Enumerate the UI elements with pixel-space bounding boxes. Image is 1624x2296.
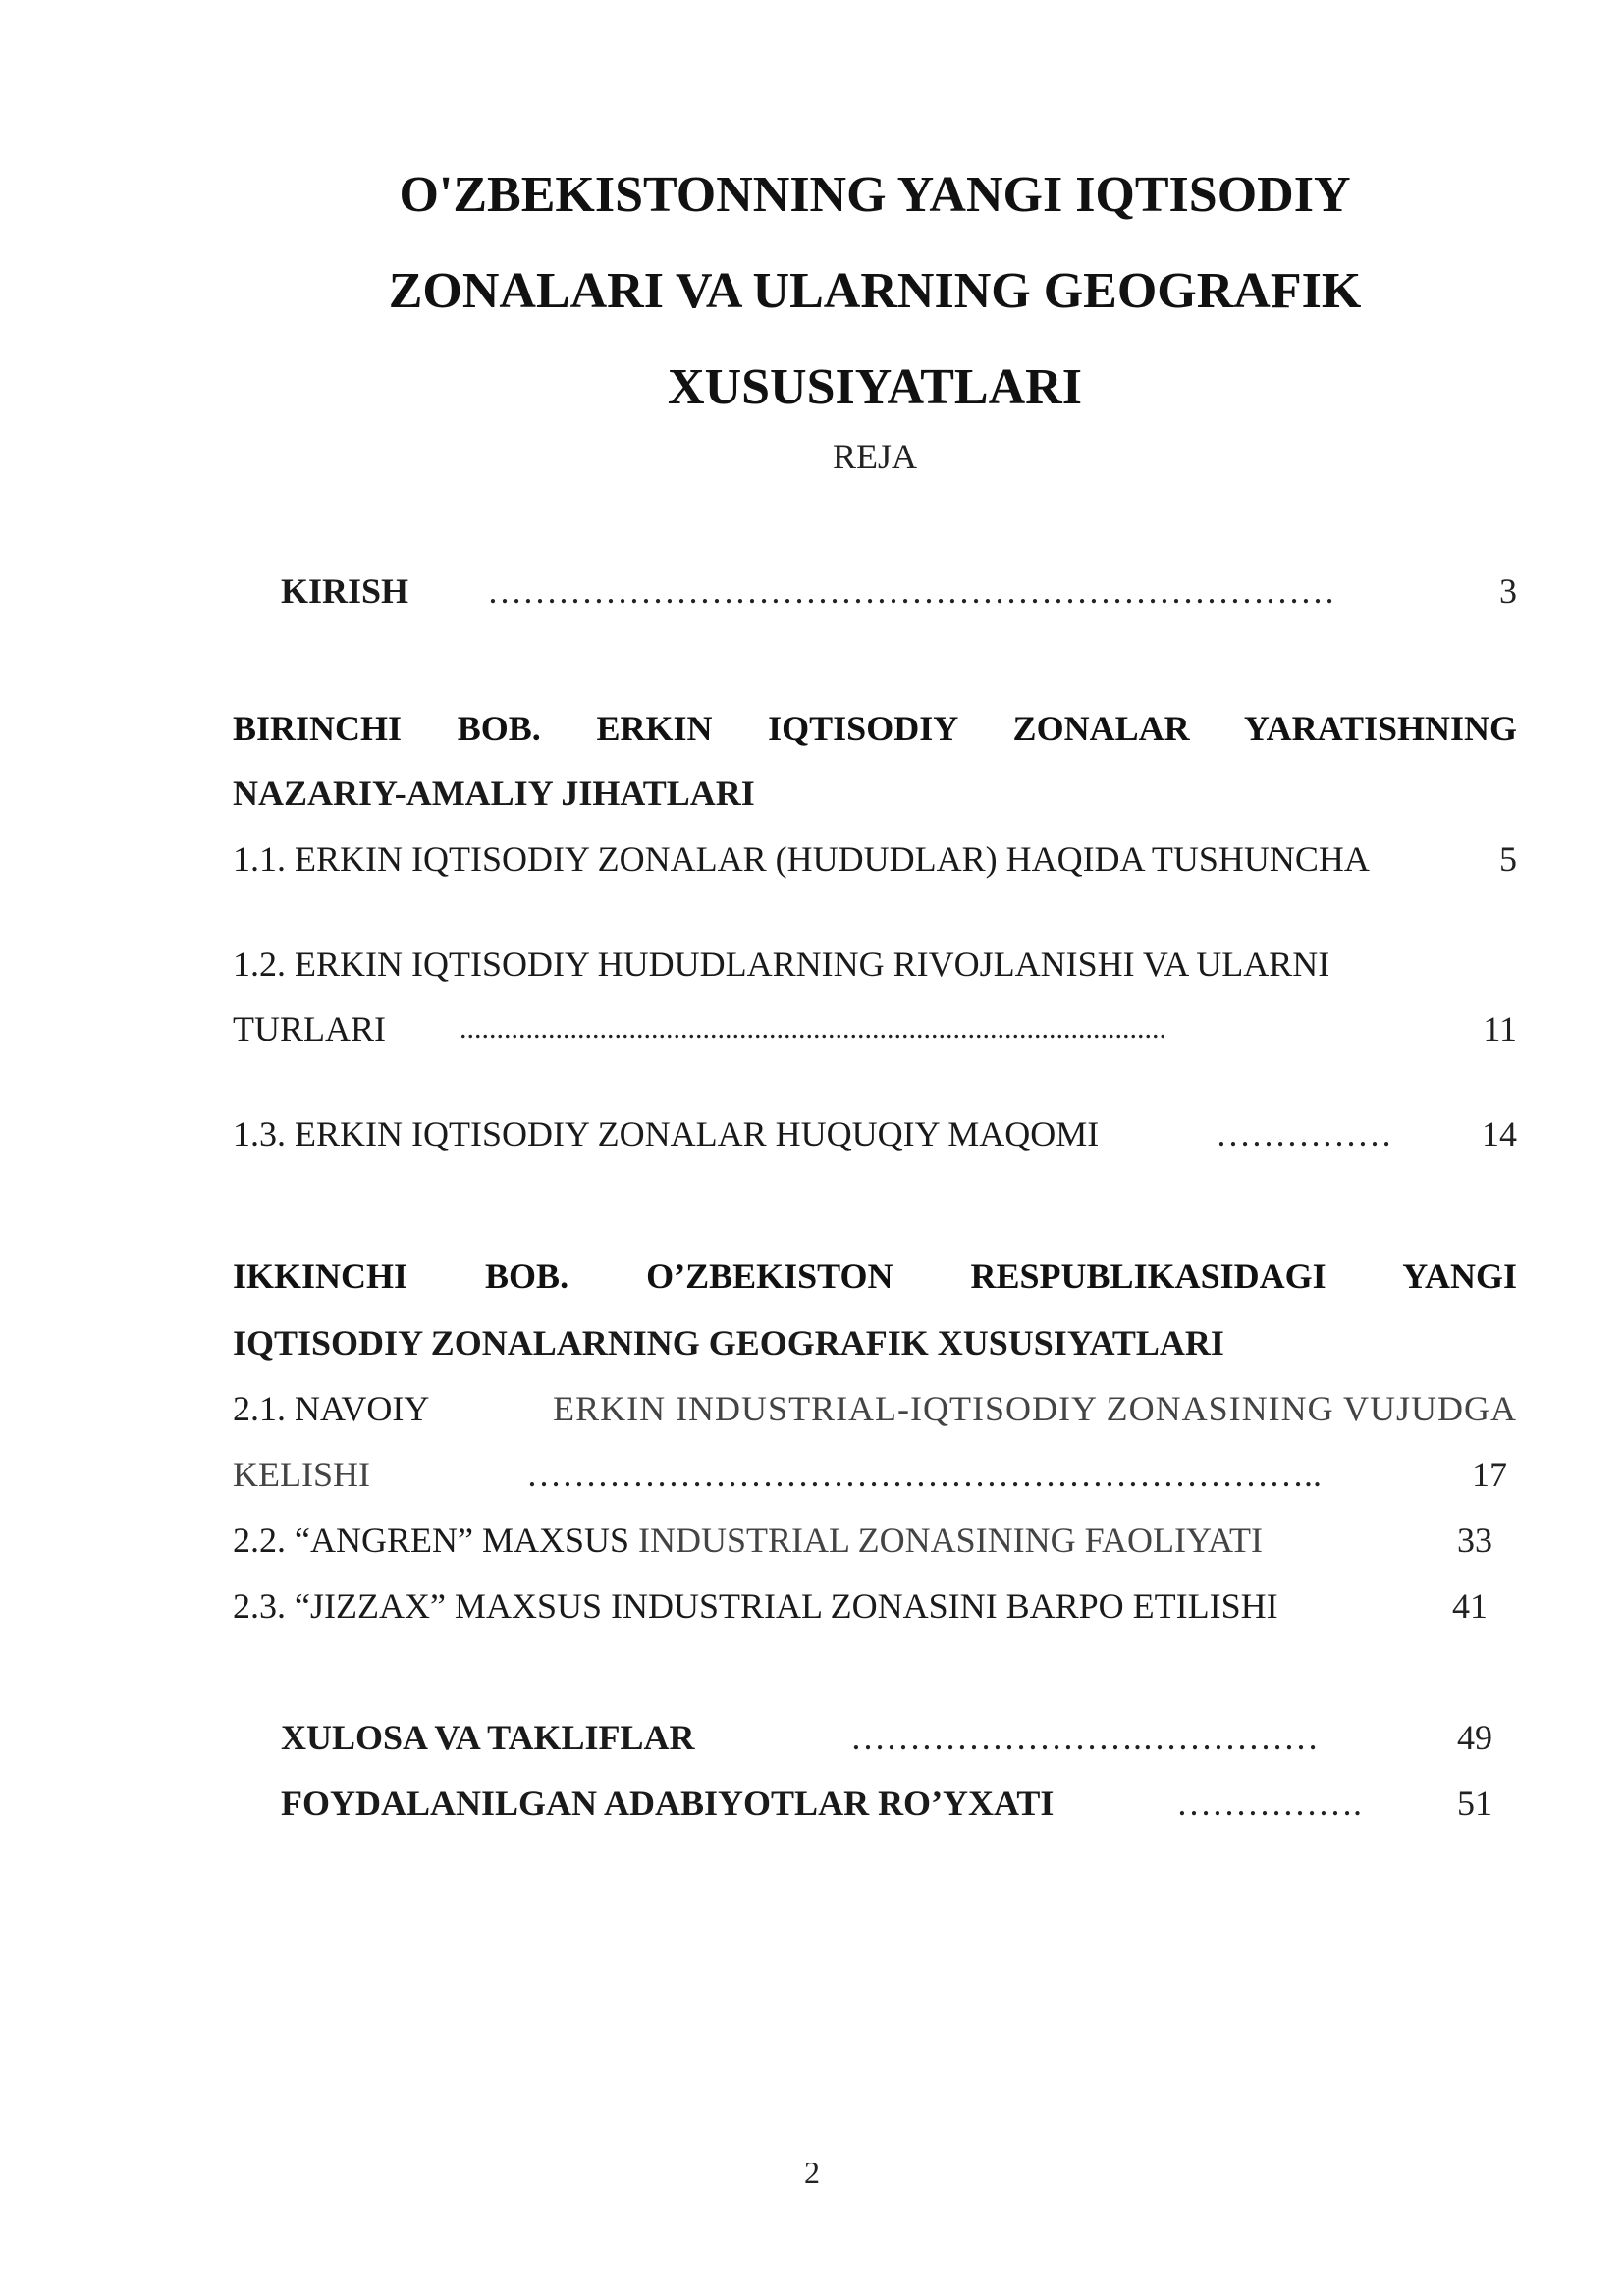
- toc-section-2-2: [233, 1521, 1263, 1560]
- toc-section-2-3: 2.3. “JIZZAX” MAXSUS INDUSTRIAL ZONASINI BARPO ETILISHI: [233, 1586, 1278, 1626]
- toc-intro-label: KIRISH: [281, 571, 409, 611]
- title-line-3: XUSUSIYATLARI: [668, 359, 1082, 415]
- toc-conclusion-dots: …………………….……………: [850, 1718, 1319, 1757]
- toc-intro-dots: ………………………………………………………………: [487, 571, 1335, 611]
- toc-section-2-2-page: 33: [1457, 1521, 1492, 1560]
- toc-section-2-1-dots: …………………………………………………………..: [526, 1455, 1322, 1494]
- toc-section-1-1: 1.1. ERKIN IQTISODIY ZONALAR (HUDUDLAR) HAQIDA TUSHUNCHA: [233, 839, 1370, 879]
- document-title: [233, 147, 1517, 436]
- toc-section-1-3-dots: ……………: [1216, 1114, 1392, 1153]
- title-line-2: ZONALARI VA ULARNING GEOGRAFIK: [388, 263, 1362, 319]
- toc-chapter1-title-line1: BIRINCHI BOB. ERKIN IQTISODIY ZONALAR YARATISHNING: [233, 709, 1517, 748]
- toc-section-2-1-prefix: 2.1. NAVOIY: [233, 1389, 430, 1428]
- toc-section-1-3-page: 14: [1482, 1114, 1517, 1153]
- toc-section-1-2-line1: 1.2. ERKIN IQTISODIY HUDUDLARNING RIVOJLANISHI VA ULARNI: [233, 944, 1330, 984]
- toc-section-1-3: 1.3. ERKIN IQTISODIY ZONALAR HUQUQIY MAQOMI: [233, 1114, 1100, 1153]
- toc-references-label: FOYDALANILGAN ADABIYOTLAR RO’YXATI: [281, 1784, 1055, 1823]
- title-line-1: O'ZBEKISTONNING YANGI IQTISODIY: [399, 167, 1351, 223]
- toc-section-2-2-prefix: 2.2. “ANGREN” MAXSUS: [233, 1521, 629, 1560]
- plan-heading: REJA: [832, 437, 917, 476]
- toc-section-1-2-dots: ................................................................................................: [460, 1012, 1166, 1044]
- toc-conclusion-label: XULOSA VA TAKLIFLAR: [281, 1718, 695, 1757]
- toc-chapter2-title-line2: IQTISODIY ZONALARNING GEOGRAFIK XUSUSIYATLARI: [233, 1323, 1224, 1362]
- toc-references-page: 51: [1457, 1784, 1492, 1823]
- page-number: 2: [804, 2155, 820, 2190]
- toc-section-2-1-line2: KELISHI: [233, 1455, 370, 1494]
- toc-section-1-2-line2: TURLARI: [233, 1009, 386, 1048]
- toc-section-2-1-title: ERKIN INDUSTRIAL-IQTISODIY ZONASINING VUJUDGA: [553, 1389, 1517, 1428]
- toc-section-2-2-title: INDUSTRIAL ZONASINING FAOLIYATI: [638, 1521, 1263, 1560]
- toc-section-2-3-page: 41: [1452, 1586, 1488, 1626]
- toc-chapter2-title-line1: IKKINCHI BOB. O’ZBEKISTON RESPUBLIKASIDAGI YANGI: [233, 1256, 1517, 1296]
- toc-conclusion-page: 49: [1457, 1718, 1492, 1757]
- toc-section-2-1-page: 17: [1472, 1455, 1507, 1494]
- toc-section-2-1-line1: [233, 1389, 1517, 1428]
- toc-chapter1-title-line2: NAZARIY-AMALIY JIHATLARI: [233, 774, 755, 813]
- toc-section-1-2-page: 11: [1483, 1009, 1517, 1048]
- toc-intro-page: 3: [1499, 571, 1517, 611]
- toc-section-1-1-page: 5: [1499, 839, 1517, 879]
- toc-references-dots: …………….: [1176, 1784, 1362, 1823]
